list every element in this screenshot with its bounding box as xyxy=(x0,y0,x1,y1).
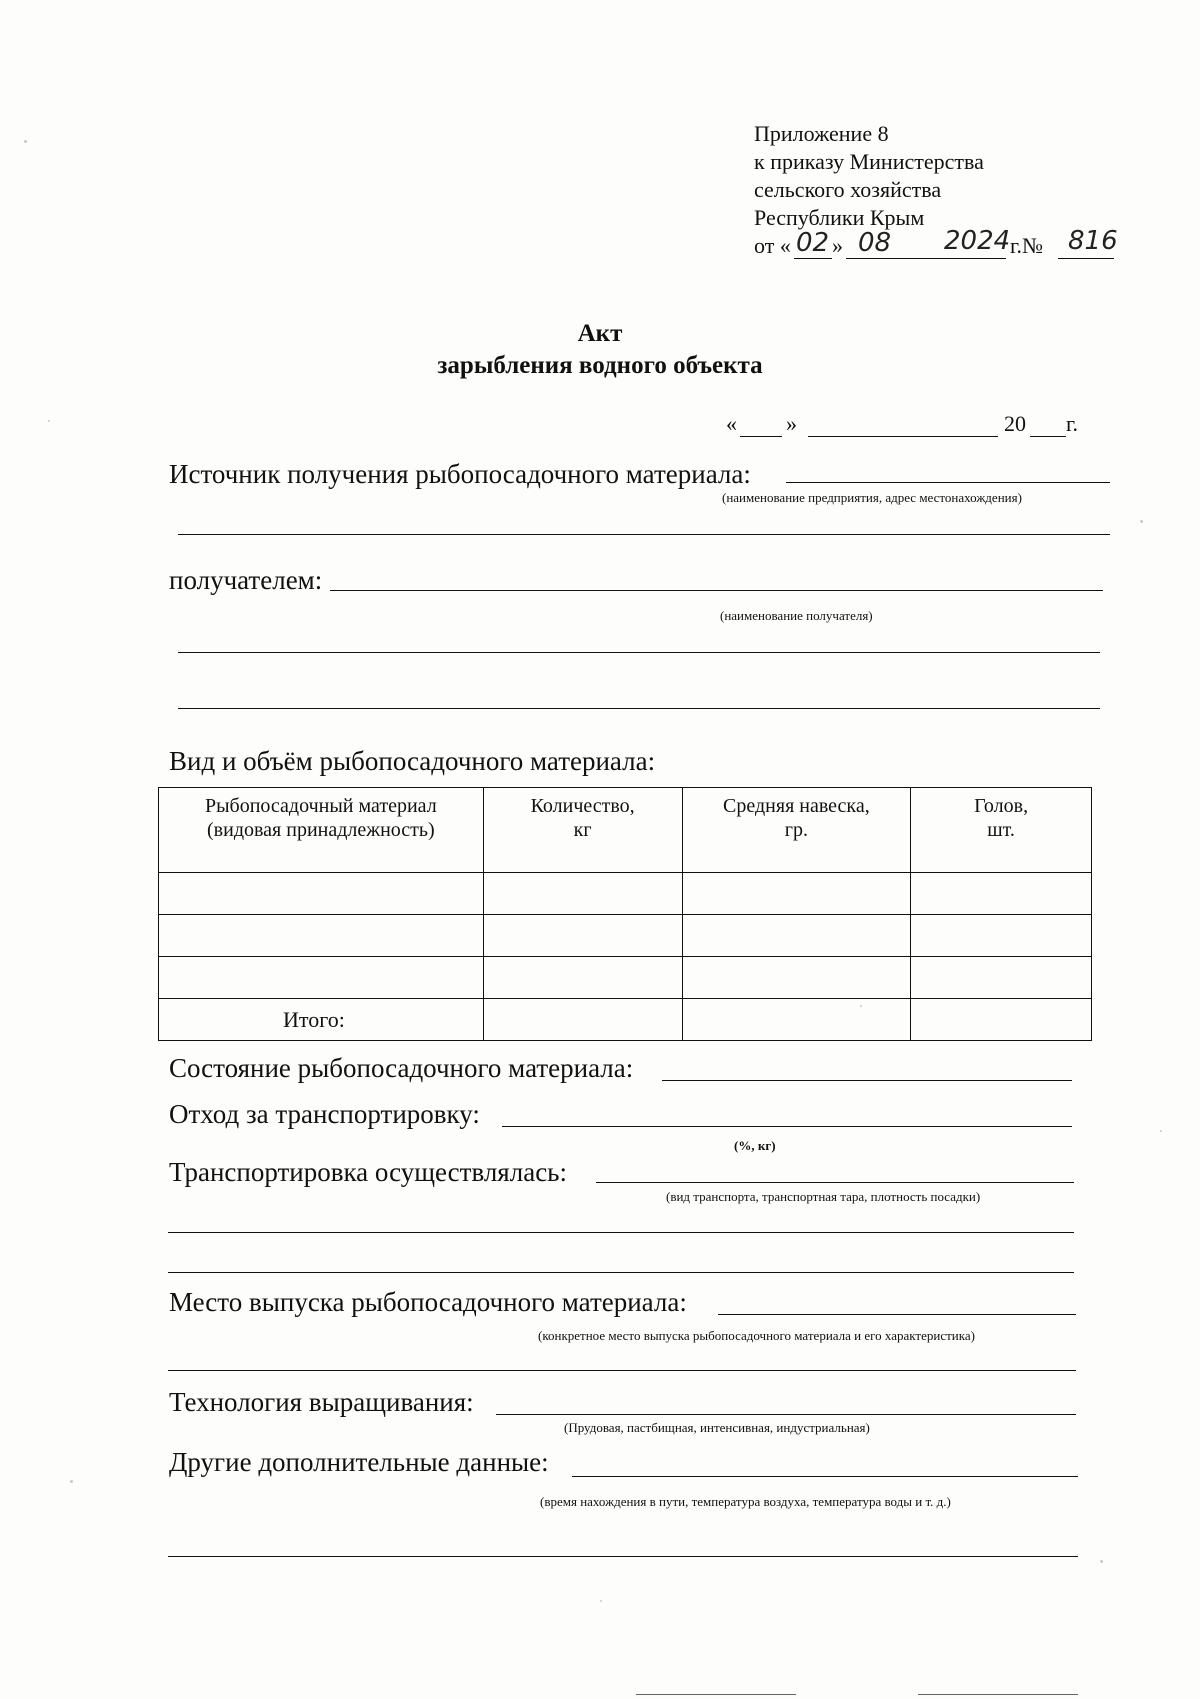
date-month-blank xyxy=(808,436,998,437)
transport-label: Транспортировка осуществлялась: xyxy=(169,1157,567,1187)
total-quantity-cell[interactable] xyxy=(483,999,682,1041)
condition-field-line[interactable] xyxy=(662,1080,1072,1081)
transport-field-line[interactable] xyxy=(596,1182,1074,1183)
source-hint: (наименование предприятия, адрес местонахождения) xyxy=(722,490,1022,505)
volume-label: Вид и объём рыбопосадочного материала: xyxy=(169,746,656,776)
date-year-prefix: 20 xyxy=(1004,411,1026,436)
scan-speck xyxy=(24,140,27,143)
condition-label: Состояние рыбопосадочного материала: xyxy=(169,1053,634,1083)
bottom-signature-line xyxy=(918,1694,1078,1695)
loss-field-line[interactable] xyxy=(502,1126,1072,1127)
technology-hint: (Прудовая, пастбищная, интенсивная, индустриальная) xyxy=(564,1420,870,1435)
total-heads-cell[interactable] xyxy=(911,999,1092,1041)
table-cell[interactable] xyxy=(682,957,911,999)
table-cell[interactable] xyxy=(159,957,484,999)
transport-hint: (вид транспорта, транспортная тара, плотность посадки) xyxy=(666,1189,981,1204)
date-year-blank xyxy=(1030,436,1066,437)
scan-speck xyxy=(1100,1560,1103,1563)
column-header-heads: Голов, шт. xyxy=(911,788,1092,873)
date-year-suffix: г. xyxy=(1066,411,1079,436)
source-label: Источник получения рыбопосадочного материала: xyxy=(169,459,751,489)
order-line: к приказу Министерства xyxy=(754,149,984,174)
order-date-prefix: от « xyxy=(754,233,791,258)
loss-label: Отход за транспортировку: xyxy=(169,1099,480,1129)
recipient-hint: (наименование получателя) xyxy=(720,608,873,623)
technology-field-line[interactable] xyxy=(496,1414,1076,1415)
transport-field-line-2[interactable] xyxy=(168,1232,1074,1233)
table-row xyxy=(159,915,1092,957)
table-row xyxy=(159,957,1092,999)
order-day-handwritten: 02 xyxy=(796,228,830,258)
order-day-close: » xyxy=(832,233,843,258)
table-cell[interactable] xyxy=(159,873,484,915)
fish-material-table xyxy=(158,787,1092,1041)
date-close-quote: » xyxy=(786,411,797,436)
loss-hint: (%, кг) xyxy=(734,1138,776,1153)
recipient-label: получателем: xyxy=(169,565,323,595)
other-data-hint: (время нахождения в пути, температура воздуха, температура воды и т. д.) xyxy=(540,1494,951,1509)
column-header-quantity: Количество, кг xyxy=(483,788,682,873)
recipient-field-line-3[interactable] xyxy=(178,708,1100,709)
date-day-blank xyxy=(740,436,782,437)
table-header-row xyxy=(159,788,1092,873)
scan-speck xyxy=(48,420,50,422)
appendix-label: Приложение 8 xyxy=(754,121,889,146)
order-day-underline xyxy=(794,258,832,259)
table-row xyxy=(159,873,1092,915)
table-cell[interactable] xyxy=(911,915,1092,957)
column-header-material: Рыбопосадочный материал (видовая принадлежность) xyxy=(159,788,484,873)
ministry-line: сельского хозяйства xyxy=(754,177,942,202)
scan-speck xyxy=(70,1480,73,1483)
table-cell[interactable] xyxy=(159,915,484,957)
other-data-field-line[interactable] xyxy=(572,1476,1078,1477)
scan-speck xyxy=(1140,520,1143,523)
table-cell[interactable] xyxy=(483,957,682,999)
date-open-quote: « xyxy=(726,411,737,436)
table-cell[interactable] xyxy=(911,873,1092,915)
release-field-line[interactable] xyxy=(718,1314,1076,1315)
total-weight-cell[interactable] xyxy=(682,999,911,1041)
bottom-signature-line xyxy=(636,1694,796,1695)
republic-line: Республики Крым xyxy=(754,205,925,230)
table-cell[interactable] xyxy=(682,873,911,915)
source-field-line[interactable] xyxy=(786,482,1110,483)
order-month-handwritten: 08 xyxy=(858,228,892,258)
release-label: Место выпуска рыбопосадочного материала: xyxy=(169,1287,687,1317)
document-title: Акт xyxy=(577,320,623,347)
release-hint: (конкретное место выпуска рыбопосадочного материала и его характеристика) xyxy=(538,1328,975,1343)
order-year-handwritten: 2024 xyxy=(944,226,1011,256)
scan-speck xyxy=(600,1600,602,1602)
order-number-handwritten: 816 xyxy=(1068,226,1118,256)
table-cell[interactable] xyxy=(911,957,1092,999)
order-month-year-underline xyxy=(846,258,1006,259)
table-total-row xyxy=(159,999,1092,1041)
other-data-label: Другие дополнительные данные: xyxy=(169,1447,549,1477)
other-data-field-line-2[interactable] xyxy=(168,1556,1078,1557)
technology-label: Технология выращивания: xyxy=(169,1387,474,1417)
release-field-line-2[interactable] xyxy=(168,1370,1076,1371)
table-cell[interactable] xyxy=(682,915,911,957)
transport-field-line-3[interactable] xyxy=(168,1272,1074,1273)
table-cell[interactable] xyxy=(483,915,682,957)
scan-speck xyxy=(1160,1130,1162,1132)
order-year-suffix: г.№ xyxy=(1010,233,1044,258)
recipient-field-line[interactable] xyxy=(330,590,1103,591)
total-label: Итого: xyxy=(159,999,484,1041)
document-subtitle: зарыбления водного объекта xyxy=(437,352,763,379)
table-cell[interactable] xyxy=(483,873,682,915)
order-number-underline xyxy=(1058,258,1114,259)
source-field-line-2[interactable] xyxy=(178,534,1110,535)
recipient-field-line-2[interactable] xyxy=(178,652,1100,653)
column-header-average-weight: Средняя навеска, гр. xyxy=(682,788,911,873)
